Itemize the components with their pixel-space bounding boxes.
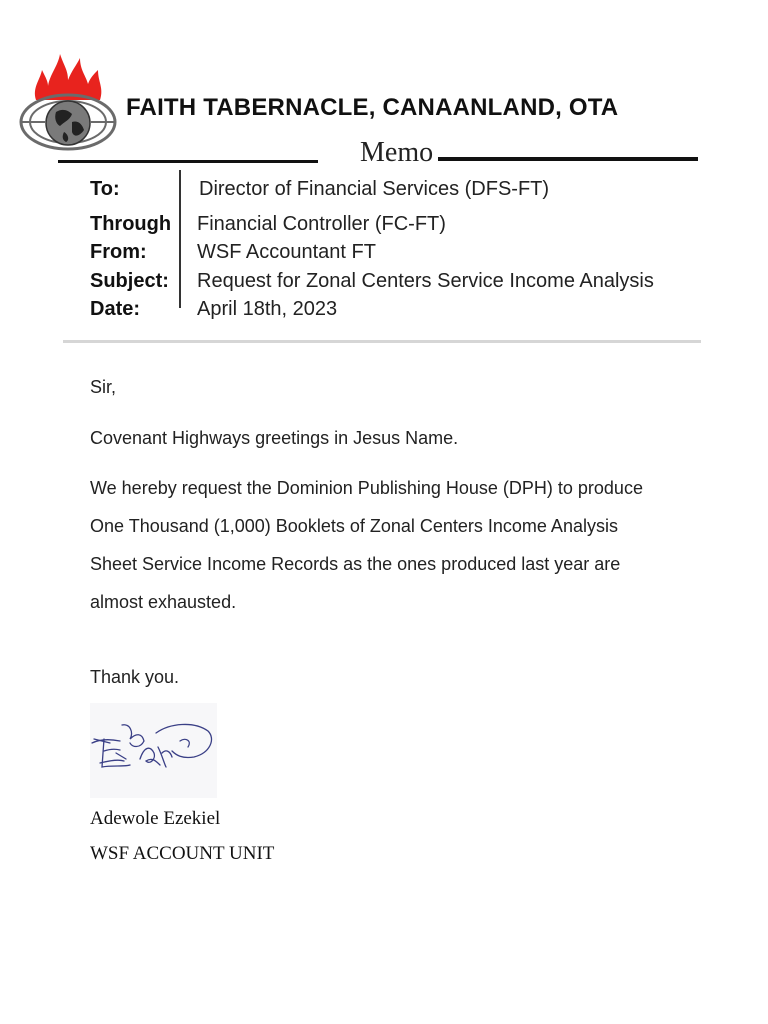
paragraph-line: One Thousand (1,000) Booklets of Zonal Centers Income Analysis xyxy=(90,516,618,536)
salutation: Sir, xyxy=(90,377,117,397)
memo-label: Memo xyxy=(360,137,434,168)
closing: Thank you. xyxy=(90,667,180,687)
signatory-name: Adewole Ezekiel xyxy=(90,808,221,829)
field-value-to: Director of Financial Services (DFS-FT) xyxy=(199,178,550,200)
signature-image xyxy=(90,703,217,798)
header-rule-right xyxy=(438,157,698,161)
header-rule-left xyxy=(58,160,318,163)
greeting: Covenant Highways greetings in Jesus Name. xyxy=(90,428,459,448)
signatory-unit: WSF ACCOUNT UNIT xyxy=(90,843,275,864)
field-label-through: Through xyxy=(90,213,172,235)
field-label-subject: Subject: xyxy=(90,270,169,292)
field-value-subject: Request for Zonal Centers Service Income Analysis xyxy=(197,270,654,292)
field-value-date: April 18th, 2023 xyxy=(197,298,338,320)
flame-icon xyxy=(35,54,101,100)
field-label-from: From: xyxy=(90,241,147,263)
header-separator xyxy=(63,340,701,343)
organization-title: FAITH TABERNACLE, CANAANLAND, OTA xyxy=(126,94,619,121)
paragraph-line: almost exhausted. xyxy=(90,592,237,612)
field-label-to: To: xyxy=(90,178,120,200)
field-value-through: Financial Controller (FC-FT) xyxy=(197,213,446,235)
paragraph-line: We hereby request the Dominion Publishing House (DPH) to produce xyxy=(90,478,643,498)
field-divider xyxy=(179,170,181,308)
church-logo-icon xyxy=(18,52,118,152)
field-value-from: WSF Accountant FT xyxy=(197,241,376,263)
paragraph-line: Sheet Service Income Records as the ones produced last year are xyxy=(90,554,621,574)
field-label-date: Date: xyxy=(90,298,141,320)
